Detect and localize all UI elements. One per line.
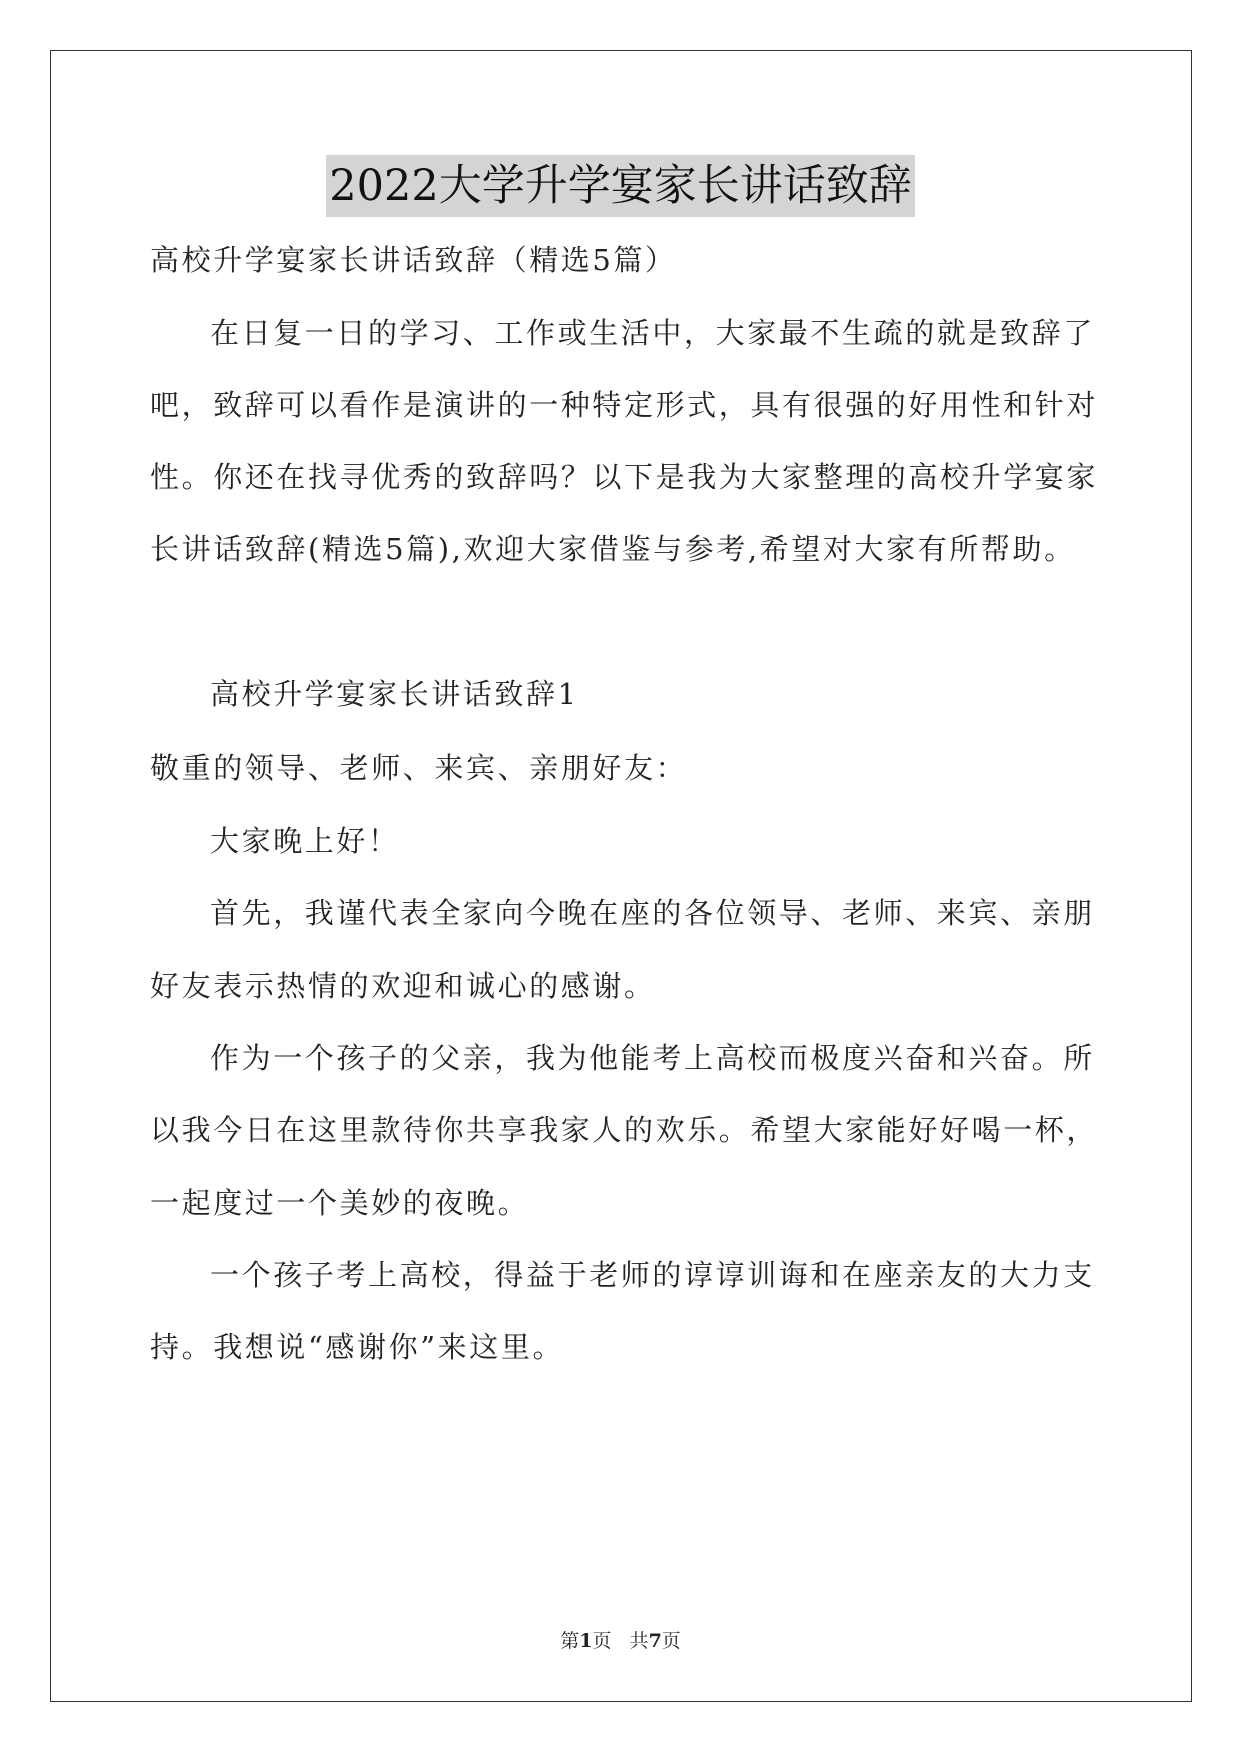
intro-line-1: 在日复一日的学习、工作或生活中，大家最不生疏的就是致辞了 [210,316,1095,350]
document-title: 2022大学升学宴家长讲话致辞 [326,155,914,217]
footer-total-pages: 7 [648,1630,662,1652]
footer-prefix: 第 [560,1630,580,1652]
salutation-line: 敬重的领导、老师、来宾、亲朋好友： [150,751,688,785]
intro-line-3: 性。你还在找寻优秀的致辞吗？以下是我为大家整理的高校升学宴家 [150,460,1099,494]
footer-suffix: 页 [661,1630,681,1652]
body-line-7: 持。我想说“感谢你”来这里。 [150,1330,565,1364]
body-line-2: 好友表示热情的欢迎和诚心的感谢。 [150,969,656,1003]
body-line-4: 以我今日在这里款待你共享我家人的欢乐。希望大家能好好喝一杯， [150,1113,1099,1147]
body-line-6: 一个孩子考上高校，得益于老师的谆谆训诲和在座亲友的大力支 [210,1258,1095,1292]
footer-mid: 页 共 [592,1630,649,1652]
greeting-line: 大家晚上好！ [210,824,400,858]
body-line-5: 一起度过一个美妙的夜晚。 [150,1186,530,1220]
body-line-3: 作为一个孩子的父亲，我为他能考上高校而极度兴奋和兴奋。所 [210,1041,1095,1075]
page-footer [0,1626,1241,1653]
intro-line-4: 长讲话致辞(精选5篇),欢迎大家借鉴与参考,希望对大家有所帮助。 [150,532,1076,566]
section-heading: 高校升学宴家长讲话致辞1 [210,677,579,711]
subtitle-line: 高校升学宴家长讲话致辞（精选5篇） [150,243,677,277]
title-container [0,155,1241,217]
body-line-1: 首先，我谨代表全家向今晚在座的各位领导、老师、来宾、亲朋 [210,896,1095,930]
page-border [50,50,1192,1702]
footer-page-number: 1 [579,1630,593,1652]
intro-line-2: 吧，致辞可以看作是演讲的一种特定形式，具有很强的好用性和针对 [150,388,1099,422]
